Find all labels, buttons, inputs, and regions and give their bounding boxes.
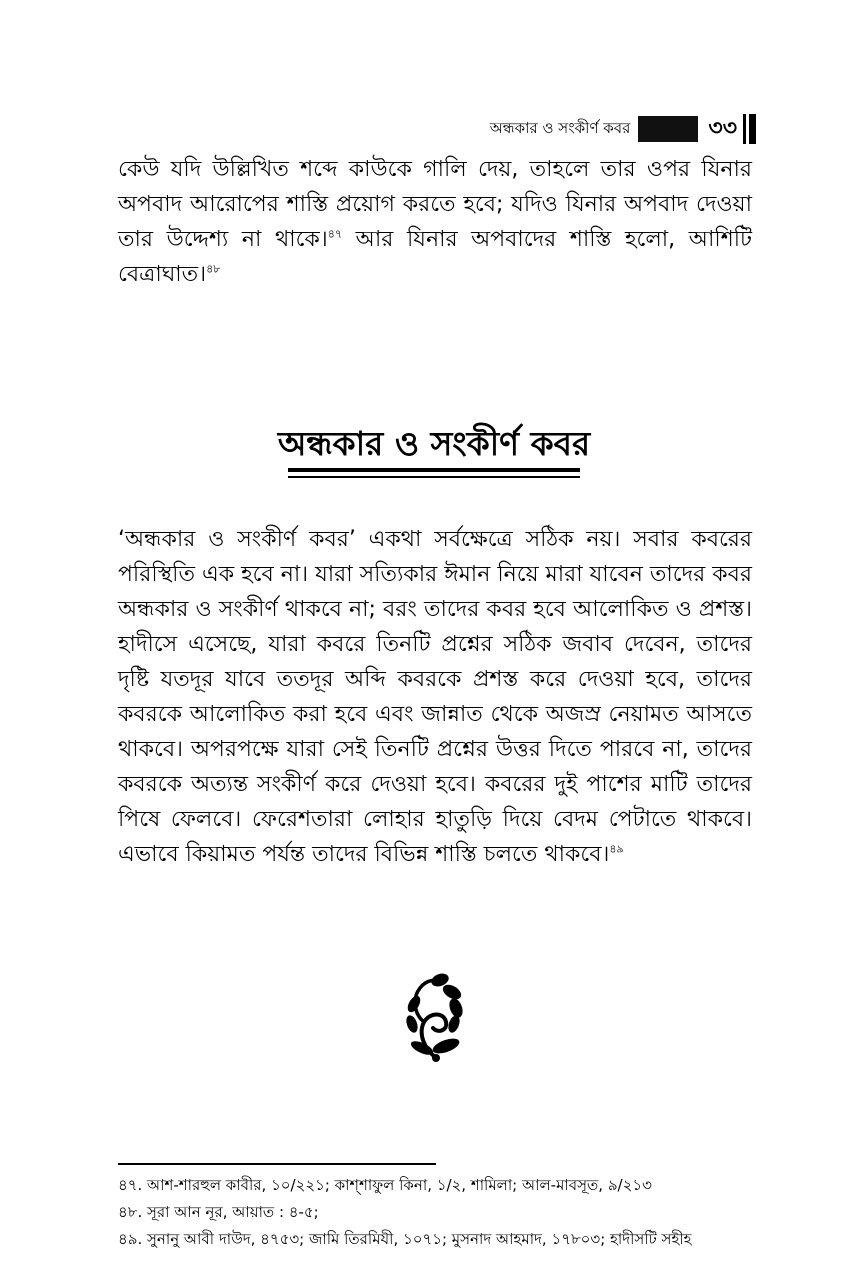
intro-paragraph (118, 152, 752, 292)
footnote-49: ৪৯. সুনানু আবী দাউদ, ৪৭৫৩; জামি তিরমিযী, ১০৭১; মুসনাদ আহমাদ, ১৭৮০৩; হাদীসটি সহীহ (118, 1230, 692, 1248)
footnote-47: ৪৭. আশ-শারহুল কাবীর, ১০/২২১; কাশ্শাফুল কিনা, ১/২, শামিলা; আল-মাবসূত, ৯/২১৩ (118, 1176, 652, 1194)
footnote-separator (118, 1163, 436, 1165)
footnote-ref-49[interactable]: ৪৯ (609, 842, 624, 856)
page-header (490, 112, 756, 146)
header-black-bar (638, 116, 698, 142)
intro-paragraph-text-2: আর যিনার অপবাদের শাস্তি হলো, আশিটি বেত্রাঘাত। (118, 227, 753, 287)
heading-underline-thin (288, 476, 580, 478)
footnote-ref-48[interactable]: ৪৮ (206, 262, 221, 276)
footnote-48: ৪৮. সূরা আন নূর, আয়াত : ৪-৫; (118, 1203, 319, 1221)
heading-underline-thick (288, 468, 580, 472)
footnotes-list (118, 1172, 758, 1253)
section-heading: অন্ধকার ও সংকীর্ণ কবর (277, 424, 591, 463)
footnote-ref-47[interactable]: ৪৭ (327, 227, 342, 241)
floral-ornament-icon (400, 968, 470, 1064)
header-thin-bar (743, 114, 746, 144)
body-paragraph (118, 522, 752, 872)
page-number: ৩৩ (708, 115, 737, 141)
body-paragraph-text: ‘অন্ধকার ও সংকীর্ণ কবর’ একথা সর্বক্ষেত্রে সঠিক নয়। সবার কবরের পরিস্থিতি এক হবে না। যারা সত্যিকার ঈমান নিয়ে মারা যাবেন তাদের কবর অন্ধকার ও সংকীর্ণ থাকবে না; বরং তাদের কবর হবে আলোকিত ও প্রশস্ত। হাদীসে এসেছে, যারা কবরে তিনটি প্রশ্নের সঠিক জবাব দেবেন, তাদের দৃষ্টি যতদূর যাবে ততদূর অব্দি কবরকে প্রশস্ত করে দেওয়া হবে, তাদের কবরকে আলোকিত করা হবে এবং জান্নাত থেকে অজস্র নেয়ামত আসতে থাকবে। অপরপক্ষে যারা সেই তিনটি প্রশ্নের উত্তর দিতে পারবে না, তাদের কবরকে অত্যন্ত সংকীর্ণ করে দেওয়া হবে। কবরের দুই পাশের মাটি তাদের পিষে ফেলবে। ফেরেশতারা লোহার হাতুড়ি দিয়ে বেদম পেটাতে থাকবে। এভাবে কিয়ামত পর্যন্ত তাদের বিভিন্ন শাস্তি চলতে থাকবে। (118, 527, 752, 867)
running-title: অন্ধকার ও সংকীর্ণ কবর (489, 118, 631, 137)
intro-paragraph-text: কেউ যদি উল্লিখিত শব্দে কাউকে গালি দেয়, তাহলে তার ওপর যিনার অপবাদ আরোপের শাস্তি প্রয়োগ করতে হবে; যদিও যিনার অপবাদ দেওয়া তার উদ্দেশ্য না থাকে। (118, 157, 752, 252)
header-thick-bar (749, 114, 756, 144)
